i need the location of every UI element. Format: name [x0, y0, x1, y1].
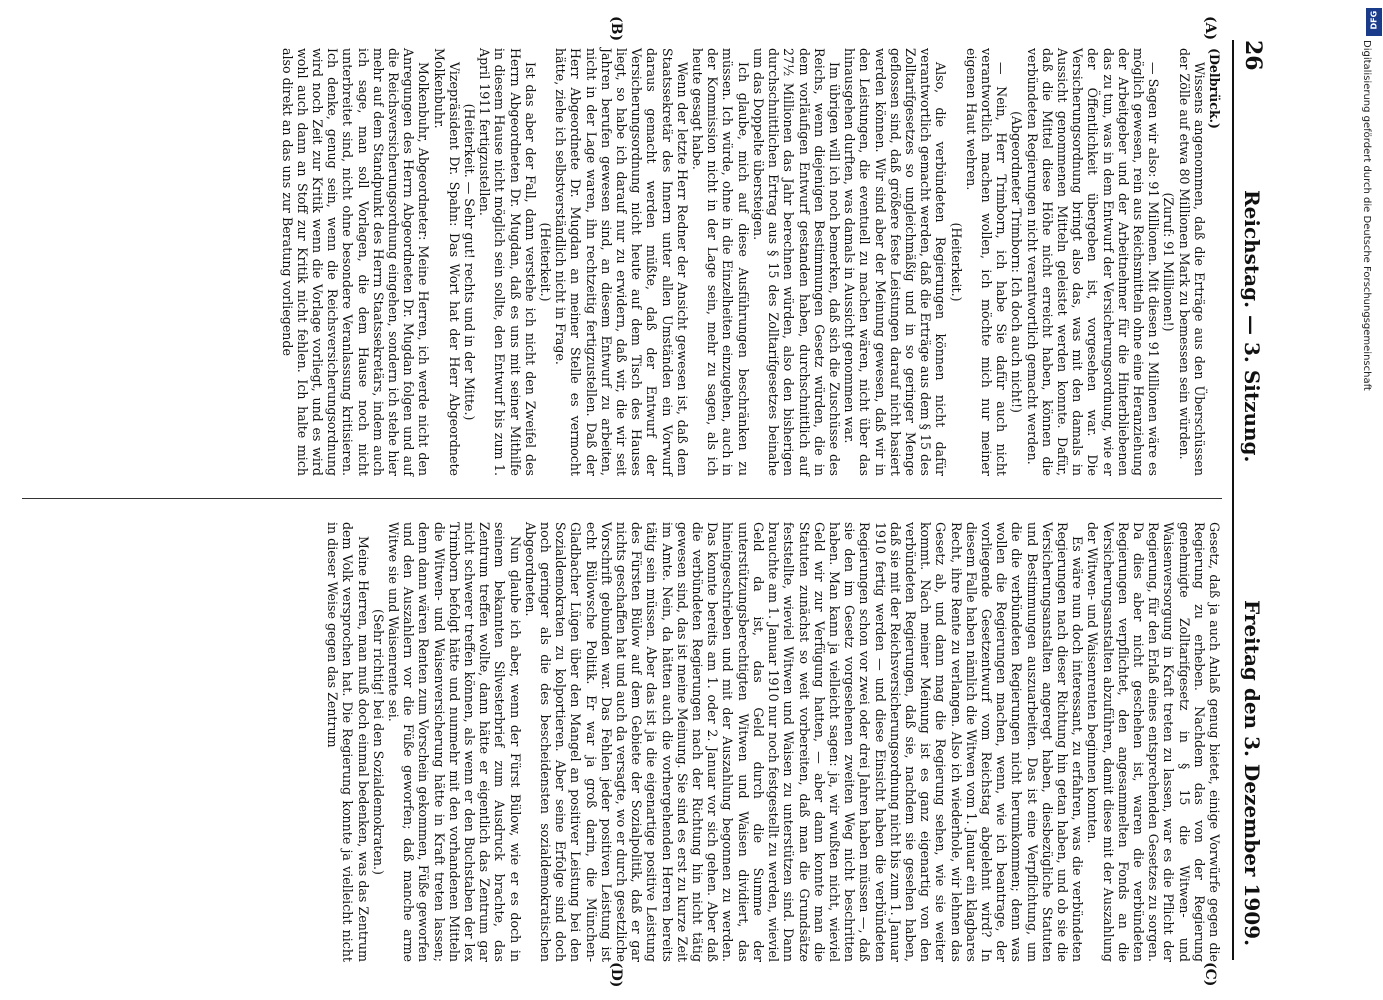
paragraph: — Nein, Herr Trimborn, ich habe Sie dafür auch nicht verantwortlich machen wollen, ich möchte mich nur meiner eigenen Haut wehren.: [963, 48, 1010, 476]
interjection: (Abgeordneter Trimborn: Ich doch auch nicht!): [1009, 111, 1025, 413]
paragraph: Wenn der letzte Herr Redner der Ansicht gewesen ist, daß dem Staatssekretär des Innern unter allen Umständen ein Vorwurf daraus gemacht werden müßte, daß der Entwurf der Versicherungsordnung nicht heute auf dem Tisch des Hauses liegt, so habe ich darauf nur zu erwidern, daß wir, die wir seit Jahren berufen gewesen sind, an diesem Entwurf zu arbeiten, nicht in der Lage waren, ihn rechtzeitig fertigzustellen. Daß der Herr Abgeordnete Dr. Mugdan an meiner Stelle es vermocht hätte, ziehe ich selbstverständlich nicht in Frage.: [553, 48, 690, 476]
paragraph: Im übrigen will ich noch bemerken, daß sich die Zuschüsse des Reichs, wenn diejenigen Bestimmungen Gesetz würden, die in dem vorläufigen Entwurf gestanden haben, durchschnittlich auf 27½ Millionen das Jahr berechnen würden, also den bisherigen durchschnittlichen Ertrag aus § 15 des Zolltarifgesetzes beinahe um das Doppelte übersteigen.: [750, 48, 842, 476]
left-column: [279, 48, 1222, 476]
paragraph: Gesetz, daß ja auch Anlaß genug bietet, einige Vorwürfe gegen die Regierung zu erheben. Nachdem das von der Regierung genehmigte Zolltarifgesetz in § 15 die Witwen- und Waisenversorgung in Kraft treten zu lassen, war es die Pflicht der Regierung, für den Erlaß eines entsprechenden Gesetzes zu sorgen. Da dies aber nicht geschehen ist, waren die verbündeten Regierungen verpflichtet, den angesammelten Fonds an die Versicherungsanstalten abzuführen, damit diese mit der Auszahlung der Witwen- und Waisenrenten beginnen konnten.: [1085, 522, 1222, 962]
session-title: Reichstag. — 3. Sitzung.: [1240, 190, 1264, 463]
speaker-tag: (Delbrück.): [1207, 48, 1222, 130]
paragraph: Meine Herren, man muß doch einmal bedenken, was das Zentrum dem Volk versprochen hat. Die Regierung konnte ja vielleicht nicht in dieser Weise gegen das Zentrum: [325, 522, 371, 962]
interjection: (Zuruf: 91 Millionen!): [1161, 192, 1177, 332]
interjection: (Heiterkeit.): [538, 222, 554, 302]
interjection: (Heiterkeit.): [948, 222, 964, 302]
margin-marker-b: (B): [608, 16, 624, 42]
page-number: 26: [1240, 40, 1266, 71]
paragraph: Es wäre nun doch interessant, zu erfahren, was die verbündeten Regierungen nach dieser Richtung hin getan haben, und ob sie die Versicherungsanstalten angeregt haben, diesbezügliche Statuten und Bestimmungen auszuarbeiten. Das ist eine Verpflichtung, um die die verbündeten Regierungen nicht herumkommen; denn was wollen die Regierungen machen, wenn, wie ich beantrage, der vorliegende Gesetzentwurf vom Reichstag abgelehnt wird? In diesem Falle haben nämlich die Witwen vom 1. Januar ein klagbares Recht, ihre Rente zu verlangen. Also ich wiederhole, wir lehnen das Gesetz ab, und dann mag die Regierung sehen, wie sie weiter kommt. Nach meiner Meinung ist es ganz eigenartig von den verbündeten Regierungen, daß sie, nachdem sie gesehen haben, daß sie mit der Reichsversicherungsordnung nicht bis zum 1. Januar 1910 fertig werden — und diese Einsicht haben die verbündeten Regierungen schon vor zwei oder drei Jahren haben müssen —, daß sie den im Gesetz vorgesehenen zweiten Weg nicht beschritten haben. Man kann ja vielleicht sagen: ja, wir wußten nicht, wieviel Geld wir zur Verfügung hatten, — aber dann konnte man die Statuten zunächst so weit vorbereiten, daß man die Grundsätze feststellte, wieviel Witwen und Waisen zu unterstützen sind. Dann brauchte am 1. Januar 1910 nur noch festgestellt zu werden, wieviel Geld da ist, das Geld durch die Summe der unterstützungsberechtigten Witwen und Waisen dividiert, das hineingeschrieben und mit der Auszahlung begonnen zu werden. Das konnte bereits am 1. oder 2. Januar vor sich gehen. Aber daß die verbündeten Regierungen nach der Richtung hin nicht tätig gewesen sind, das ist meine Meinung. Sie sind es erst zu kurze Zeit im Amte. Nein, da hätten auch die vorhergehenden Herren bereits tätig sein müssen. Aber das ist ja die eigenartige positive Leistung des Fürsten Bülow auf dem Gebiete der Sozialpolitik, daß er gar nichts geschaffen hat und auch da versagte, wo er durch gesetzliche Vorschrift gebunden war. Das Fehlen jeder positiven Leistung ist echt Bülowsche Politik. Er war ja groß darin, die München-Gladbacher Lügen über den Mangel an positiver Leistung bei den Sozialdemokraten zu kolportieren. Aber seine Erfolge sind doch noch geringer als die des bescheidensten sozialdemokratischen Abgeordneten.: [522, 522, 1086, 962]
paragraph: Ist das aber der Fall, dann verstehe ich nicht den Zweifel des Herrn Abgeordneten Dr. Mugdan, daß es uns mit seiner Mithilfe in diesem Hause nicht möglich sein sollte, den Entwurf bis zum 1. April 1911 fertigzustellen.: [477, 48, 538, 476]
paragraph: Also, die verbündeten Regierungen können nicht dafür verantwortlich gemacht werden, daß die Erträge aus dem § 15 des Zolltarifgesetzes so ungleichmäßig und in so geringer Menge geflossen sind, daß größere feste Leistungen darauf nicht basiert werden können. Wir sind aber der Meinung gewesen, daß wir in den Leistungen, die eventuell zu machen wären, nicht über das hinausgehen durften, was damals in Aussicht genommen war.: [842, 48, 949, 476]
paragraph: — Sagen wir also: 91 Millionen. Mit diesen 91 Millionen wäre es möglich gewesen, rein aus Reichsmitteln ohne eine Heranziehung der Arbeitgeber und der Arbeitnehmer für die Hinterbliebenen das zu tun, was in dem Entwurf der Versicherungsordnung, wie er der Öffentlichkeit übergeben ist, vorgesehen war. Die Versicherungsordnung bringt also das, was mit den damals in Aussicht genommenen Mitteln geleistet werden konnte. Dafür, daß die Mittel diese Höhe nicht erreicht haben, können die verbündeten Regierungen nicht verantwortlich gemacht werden.: [1024, 48, 1162, 476]
session-date: Freitag den 3. Dezember 1909.: [1240, 600, 1264, 947]
column-divider: [22, 498, 1222, 499]
digitization-credit: Digitalisierung gefördert durch die Deutsche Forschungsgemeinschaft: [1361, 40, 1372, 391]
interjection: (Sehr richtig! bei den Sozialdemokraten.): [370, 609, 386, 875]
paragraph: Molkenbuhr, Abgeordneter: Meine Herren, ich werde nicht den Anregungen des Herrn Abgeordneten Dr. Mugdan folgen und auf die Reichsversicherungsordnung eingehen, sondern ich stehe hier mehr auf dem Standpunkt des Herrn Staatssekretärs, indem auch ich sage, man soll Vorlagen, die dem Hause noch nicht unterbreitet sind, nicht ohne besondere Veranlassung kritisieren. Ich denke, genug sein, wenn die Reichsversicherungsordnung wird noch Zeit zur Kritik wenn die Vorlage vorliegt, und es wird wohl auch dann an Stoff zur Kritik nicht fehlen. Ich halte mich also direkt an das uns zur Beratung vorliegende: [279, 48, 432, 476]
page-header: [1232, 40, 1270, 960]
margin-marker-c: (C): [1202, 962, 1218, 987]
margin-marker-a: (A): [1202, 16, 1218, 41]
paragraph: Ich glaube, mich auf diese Ausführungen beschränken zu müssen. Ich würde, ohne in die Einzelheiten einzugehen, auch in der Kommission nicht in der Lage sein, mehr zu sagen, als ich heute gesagt habe.: [690, 48, 751, 476]
paragraph: Nun glaube ich aber, wenn der Fürst Bülow, wie er es doch in seinem bekannten Silvesterbrief zum Ausdruck brachte, das Zentrum treffen wollte, dann hätte er eigentlich das Zentrum gar nicht schwerer treffen können, als wenn er den Buchstaben der lex Trimborn befolgt hätte und nunmehr mit den vorhandenen Mitteln die Witwen- und Waisenversicherung hätte in Kraft treten lassen; denn dann wären Renten zum Vorschein gekommen, Füße geworfen und den Auszahlern vor die Füße geworfen; daß manche arme Witwe sie und Waisenrente sei.: [386, 522, 523, 962]
paragraph: Wissens angenommen, daß die Erträge aus den Überschüssen der Zölle auf etwa 80 Millionen Mark zu bemessen sein würden.: [1176, 48, 1207, 476]
right-column: [325, 522, 1222, 962]
margin-marker-d: (D): [608, 962, 624, 988]
paragraph: Vizepräsident Dr. Spahn: Das Wort hat der Herr Abgeordnete Molkenbuhr.: [431, 48, 462, 476]
interjection: (Heiterkeit. — Sehr gut! rechts und in der Mitte.): [462, 103, 478, 421]
dfg-logo: DFG: [1366, 8, 1382, 36]
